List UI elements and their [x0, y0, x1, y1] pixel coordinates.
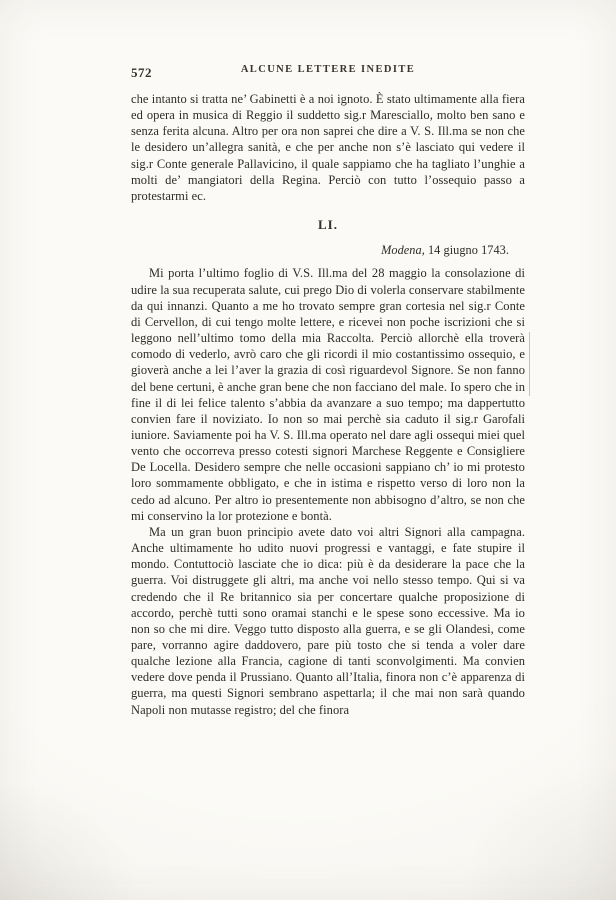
page-header [131, 64, 525, 82]
scan-shading-bottom-left [0, 780, 140, 900]
letter-section-heading: LI. [318, 217, 338, 233]
scan-shading-bottom-right [456, 760, 616, 900]
paragraph-continuation: che intanto si tratta ne’ Gabinetti è a noi ignoto. È stato ultimamente alla fiera ed opera in musica di Reggio il suddetto sig.r Maresciallo, molto ben sano e senza ferita alcuna. Altro per ora non saprei che dire a V. S. Ill.ma se non che le desidero un’allegra sanità, e che per anche non s’è lasciato qui vedere il sig.r Conte generale Pallavicino, il quale sappiamo che ha tagliato l’unghie a molti de’ mangiatori della Regina. Perciò con tutto l’ossequio passo a protestarmi ec. [131, 92, 525, 203]
text-block [131, 91, 525, 718]
letter-body-paragraph-1: Mi porta l’ultimo foglio di V.S. Ill.ma del 28 maggio la consolazione di udire la sua recuperata salute, cui prego Dio di volerla conservare stabilmente da qui innanzi. Quanto a me ho trovato sempre gran cortesia nel sig.r Conte di Cervellon, di cui tengo molte lettere, e ricevei non poche iscrizioni che si leggono nell’ultimo tomo della mia Raccolta. Perciò allorchè ella troverà comodo di vederlo, avrò caro che gli ricordi il mio costantissimo ossequio, e gioverà anche a lei l’aver la grazia di così riguardevol Signore. Se non fanno del bene certuni, è anche gran bene che non facciano del male. Io spero che in fine il di lei felice talento s’abbia da avanzare a suo tempo; ma dappertutto convien fare il noviziato. Io non so mai perchè sia caduto il sig.r Garofali iuniore. Saviamente poi ha V. S. Ill.ma operato nel dare agli ossequi miei quel vento che occorreva presso cotesti signori Marchese Reggente e Consigliere De Locella. Desidero sempre che nelle occasioni sappiano ch’ io mi protesto loro sommamente obbligato, e che in istima e rispetto verso di loro non la cedo ad alcuno. Per altro io presentemente non abbisogno d’altro, se non che mi conservino la lor protezione e bontà. [131, 266, 525, 523]
scan-artifact-line [529, 332, 530, 396]
letter-dateline [131, 242, 509, 258]
running-title: ALCUNE LETTERE INEDITE [240, 64, 416, 75]
dateline-date: 14 giugno 1743. [427, 243, 509, 258]
page-number: 572 [131, 65, 152, 80]
letter-body-paragraph-2: Ma un gran buon principio avete dato voi altri Signori alla campagna. Anche ultimamente ho udito nuovi progressi e vantaggi, e fate stupire il mondo. Contuttociò lasciate che io dica: più è da desiderare la pace che la guerra. Voi distruggete gli altri, ma anche voi nello stesso tempo. Qui si va credendo che il Re britannico sia per concertare qualche proposizione di accordo, perchè tutti sono oramai stanchi e le spese sono eccessive. Ma io non so che mi dire. Veggo tutto disposto alla guerra, e se gli Olandesi, come pare, vorranno agire daddovero, pare più tosto che si tenda a voler dare qualche lezione alla Francia, cagione di tanti sconvolgimenti. Ma convien vedere dove penda il Prussiano. Quanto all’Italia, finora non c’è apparenza di guerra, ma questi Signori sembrano aspettarla; il che mai non sarà quando Napoli non mutasse registro; del che finora [131, 524, 525, 717]
dateline-place: Modena, [381, 243, 425, 258]
